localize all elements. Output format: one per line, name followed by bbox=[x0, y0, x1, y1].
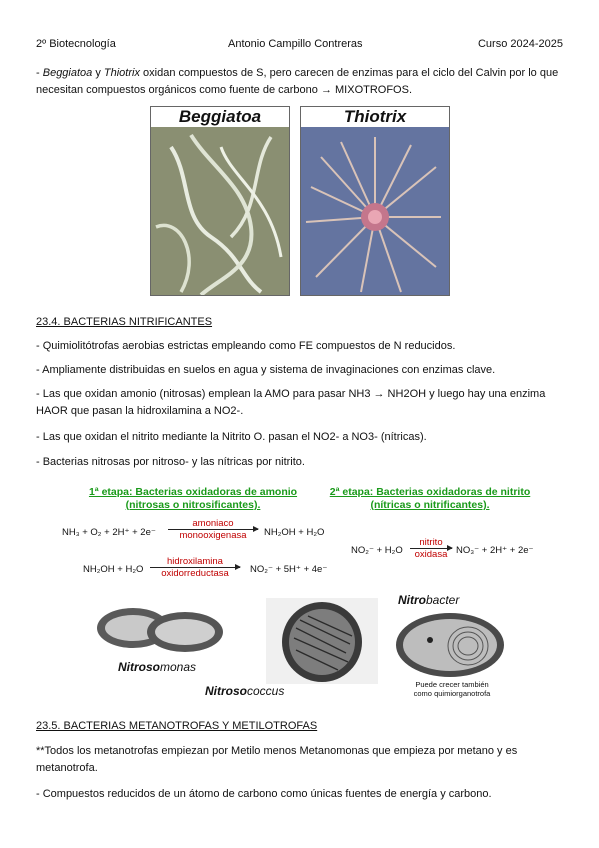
organism-thiotrix: Thiotrix bbox=[103, 67, 140, 79]
intro-connector: y bbox=[92, 67, 104, 79]
eq2-arrow bbox=[150, 567, 240, 568]
beggiatoa-micrograph bbox=[150, 106, 290, 296]
thiotrix-rosette-image bbox=[301, 107, 449, 295]
caption-nitrosomonas bbox=[118, 660, 196, 674]
section-heading-metanotrofas: 23.5. BACTERIAS METANOTROFAS Y METILOTROFAS bbox=[36, 720, 318, 732]
thiotrix-micrograph bbox=[300, 106, 450, 296]
eq3-enzyme-line2: oxidasa bbox=[414, 549, 448, 560]
eq1-enzyme-line2: monooxigenasa bbox=[179, 530, 247, 541]
caption-nitrobacter bbox=[398, 593, 459, 607]
stage-2-line2: (nítricas o nitrificantes). bbox=[370, 499, 490, 511]
caption-nitrosococcus bbox=[205, 684, 284, 698]
eq3-enzyme bbox=[410, 537, 452, 560]
bullet-3: - Las que oxidan amonio (nitrosas) emplean la AMO para pasar NH3 → NH2OH y luego hay una enzima HAOR que pasan la hidroxilamina a NO2-. bbox=[36, 388, 546, 417]
caption-nitrosococcus-suffix: coccus bbox=[247, 684, 285, 698]
eq1-products: NH₂OH + H₂O bbox=[264, 527, 325, 538]
stage-1-line1: 1ª etapa: Bacterias oxidadoras de amonio bbox=[88, 486, 298, 498]
caption-nitrobacter-prefix: Nitro bbox=[398, 593, 426, 607]
bullet-2: - Ampliamente distribuidas en suelos en agua y sistema de invaginaciones con enzimas clave. bbox=[36, 364, 496, 376]
eq3-reactants: NO₂⁻ + H₂O bbox=[351, 545, 403, 556]
eq2-enzyme-line1: hidroxilamina bbox=[167, 556, 223, 567]
beggiatoa-title: Beggiatoa bbox=[178, 107, 262, 126]
metanotrofas-bullet: - Compuestos reducidos de un átomo de carbono como únicas fuentes de energía y carbono. bbox=[36, 788, 492, 800]
thiotrix-title: Thiotrix bbox=[343, 107, 407, 126]
bullet-5: - Bacterias nitrosas por nitroso- y las nítricas por nitrito. bbox=[36, 456, 305, 468]
stage-2-line1: 2ª etapa: Bacterias oxidadoras de nitrito bbox=[329, 486, 531, 498]
section-heading-nitrificantes: 23.4. BACTERIAS NITRIFICANTES bbox=[36, 316, 213, 328]
nitrosococcus-image bbox=[266, 598, 378, 684]
eq3-arrow bbox=[410, 548, 452, 549]
stage-1-title bbox=[78, 486, 308, 512]
intro-text: oxidan compuestos de S, pero carecen de enzimas para el ciclo del Calvin por lo que necesitan compuestos orgánicos como fuente de carbono → MIXOTROFOS. bbox=[36, 67, 559, 96]
metanotrofas-note: **Todos los metanotrofas empiezan por Metilo menos Metanomonas que empieza por metano y es metanotrofa. bbox=[36, 745, 518, 774]
eq1-enzyme-line1: amoniaco bbox=[192, 518, 234, 529]
eq1-enzyme bbox=[168, 518, 258, 541]
caption-nitrosomonas-prefix: Nitroso bbox=[118, 660, 160, 674]
bullet-1: - Quimiolitótrofas aerobias estrictas empleando como FE compuestos de N reducidos. bbox=[36, 340, 456, 352]
organism-beggiatoa: Beggiatoa bbox=[42, 67, 93, 79]
caption-nitrobacter-suffix: bacter bbox=[426, 593, 460, 607]
nitrobacter-note bbox=[402, 680, 502, 698]
bullet-4: - Las que oxidan el nitrito mediante la Nitrito O. pasan el NO2- a NO3- (nítricas). bbox=[36, 431, 427, 443]
eq3-enzyme-line1: nitrito bbox=[419, 537, 443, 548]
nitrosomonas-image bbox=[95, 600, 225, 660]
header-year: Curso 2024-2025 bbox=[477, 38, 563, 50]
eq2-enzyme bbox=[150, 556, 240, 579]
beggiatoa-filaments-image bbox=[151, 107, 289, 295]
stage-1-line2: (nitrosas o nitrosificantes). bbox=[125, 499, 261, 511]
eq2-enzyme-line2: oxidorreductasa bbox=[161, 568, 229, 579]
nitrobacter-note-line1: Puede crecer también bbox=[415, 680, 489, 689]
intro-paragraph: - Beggiatoa y Thiotrix oxidan compuestos de S, pero carecen de enzimas para el ciclo del Calvin por lo que necesitan compuestos orgánicos como fuente de carbono → MIXOTROFOS. bbox=[36, 67, 559, 96]
stage-2-title bbox=[318, 486, 542, 512]
eq1-arrow bbox=[168, 529, 258, 530]
eq2-products: NO₂⁻ + 5H⁺ + 4e⁻ bbox=[250, 564, 328, 575]
caption-nitrosococcus-prefix: Nitroso bbox=[205, 684, 247, 698]
nitrobacter-note-line2: como quimiorganotrofa bbox=[413, 689, 491, 698]
eq1-reactants: NH₃ + O₂ + 2H⁺ + 2e⁻ bbox=[62, 527, 156, 538]
header-course: 2º Biotecnología bbox=[36, 38, 116, 50]
eq3-products: NO₃⁻ + 2H⁺ + 2e⁻ bbox=[456, 545, 534, 556]
eq2-reactants: NH₂OH + H₂O bbox=[83, 564, 144, 575]
header-author: Antonio Campillo Contreras bbox=[228, 38, 363, 50]
nitrobacter-image bbox=[394, 610, 506, 680]
caption-nitrosomonas-suffix: monas bbox=[160, 660, 197, 674]
